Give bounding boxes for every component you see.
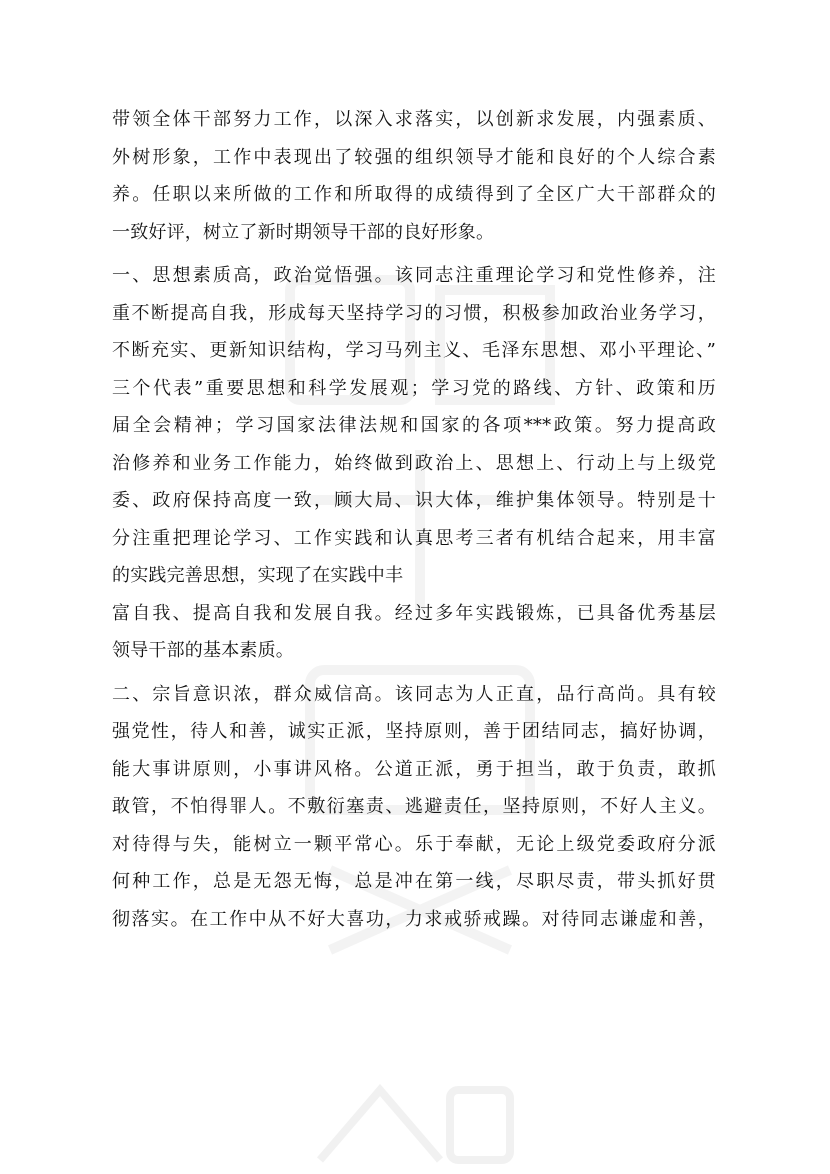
text-line: 何种工作，总是无怨无悔，总是冲在第一线，尽职尽责，带头抓好贯 [112,871,716,892]
text-line: 届全会精神；学习国家法律法规和国家的各项***政策。努力提高政 [112,415,716,436]
document-body [112,101,716,938]
text-line: 委、政府保持高度一致，顾大局、识大体，维护集体领导。特别是十 [112,490,716,511]
text-line: 养。任职以来所做的工作和所取得的成绩得到了全区广大干部群众的 [112,184,716,205]
text-line: 能大事讲原则，小事讲风格。公道正派，勇于担当，敢于负责，敢抓 [112,758,716,780]
text-line: 敢管，不怕得罪人。不敷衍塞责、逃避责任，坚持原则，不好人主义。 [112,796,716,817]
paragraph-section-one [112,257,716,595]
text-line: 富自我、提高自我和发展自我。经过多年实践锻炼，已具备优秀基层 [112,602,716,624]
text-line: 彻落实。在工作中从不好大喜功，力求戒骄戒躁。对待同志谦虚和善， [112,908,716,930]
text-line: 对待得与失，能树立一颗平常心。乐于奉献，无论上级党委政府分派 [112,833,716,855]
paragraph-section-one-cont [112,595,716,670]
paragraph-intro [112,101,716,251]
text-line: 带领全体干部努力工作，以深入求落实，以创新求发展，内强素质、 [112,109,716,130]
text-line: 外树形象，工作中表现出了较强的组织领导才能和良好的个人综合素 [112,146,716,168]
text-line: 的实践完善思想，实现了在实践中丰 [112,565,404,586]
text-line: 强党性，待人和善，诚实正派，坚持原则，善于团结同志，搞好协调， [112,721,716,742]
text-line: 分注重把理论学习、工作实践和认真思考三者有机结合起来，用丰富 [112,527,716,549]
text-line: 重不断提高自我，形成每天坚持学习的习惯，积极参加政治业务学习， [112,302,716,324]
text-line: 不断充实、更新知识结构，学习马列主义、毛泽东思想、邓小平理论、” [112,340,716,361]
text-line: 二、宗旨意识浓，群众威信高。该同志为人正直，品行高尚。具有较 [112,683,716,705]
text-line: 一、思想素质高，政治觉悟强。该同志注重理论学习和党性修养，注 [112,265,716,286]
paragraph-section-two [112,676,716,939]
text-line: 领导干部的基本素质。 [112,640,294,661]
text-line: 三个代表”重要思想和科学发展观；学习党的路线、方针、政策和历 [112,377,716,399]
text-line: 一致好评，树立了新时期领导干部的良好形象。 [112,221,495,243]
text-line: 治修养和业务工作能力，始终做到政治上、思想上、行动上与上级党 [112,452,716,474]
watermark-bottom-graphic [300,1070,530,1174]
